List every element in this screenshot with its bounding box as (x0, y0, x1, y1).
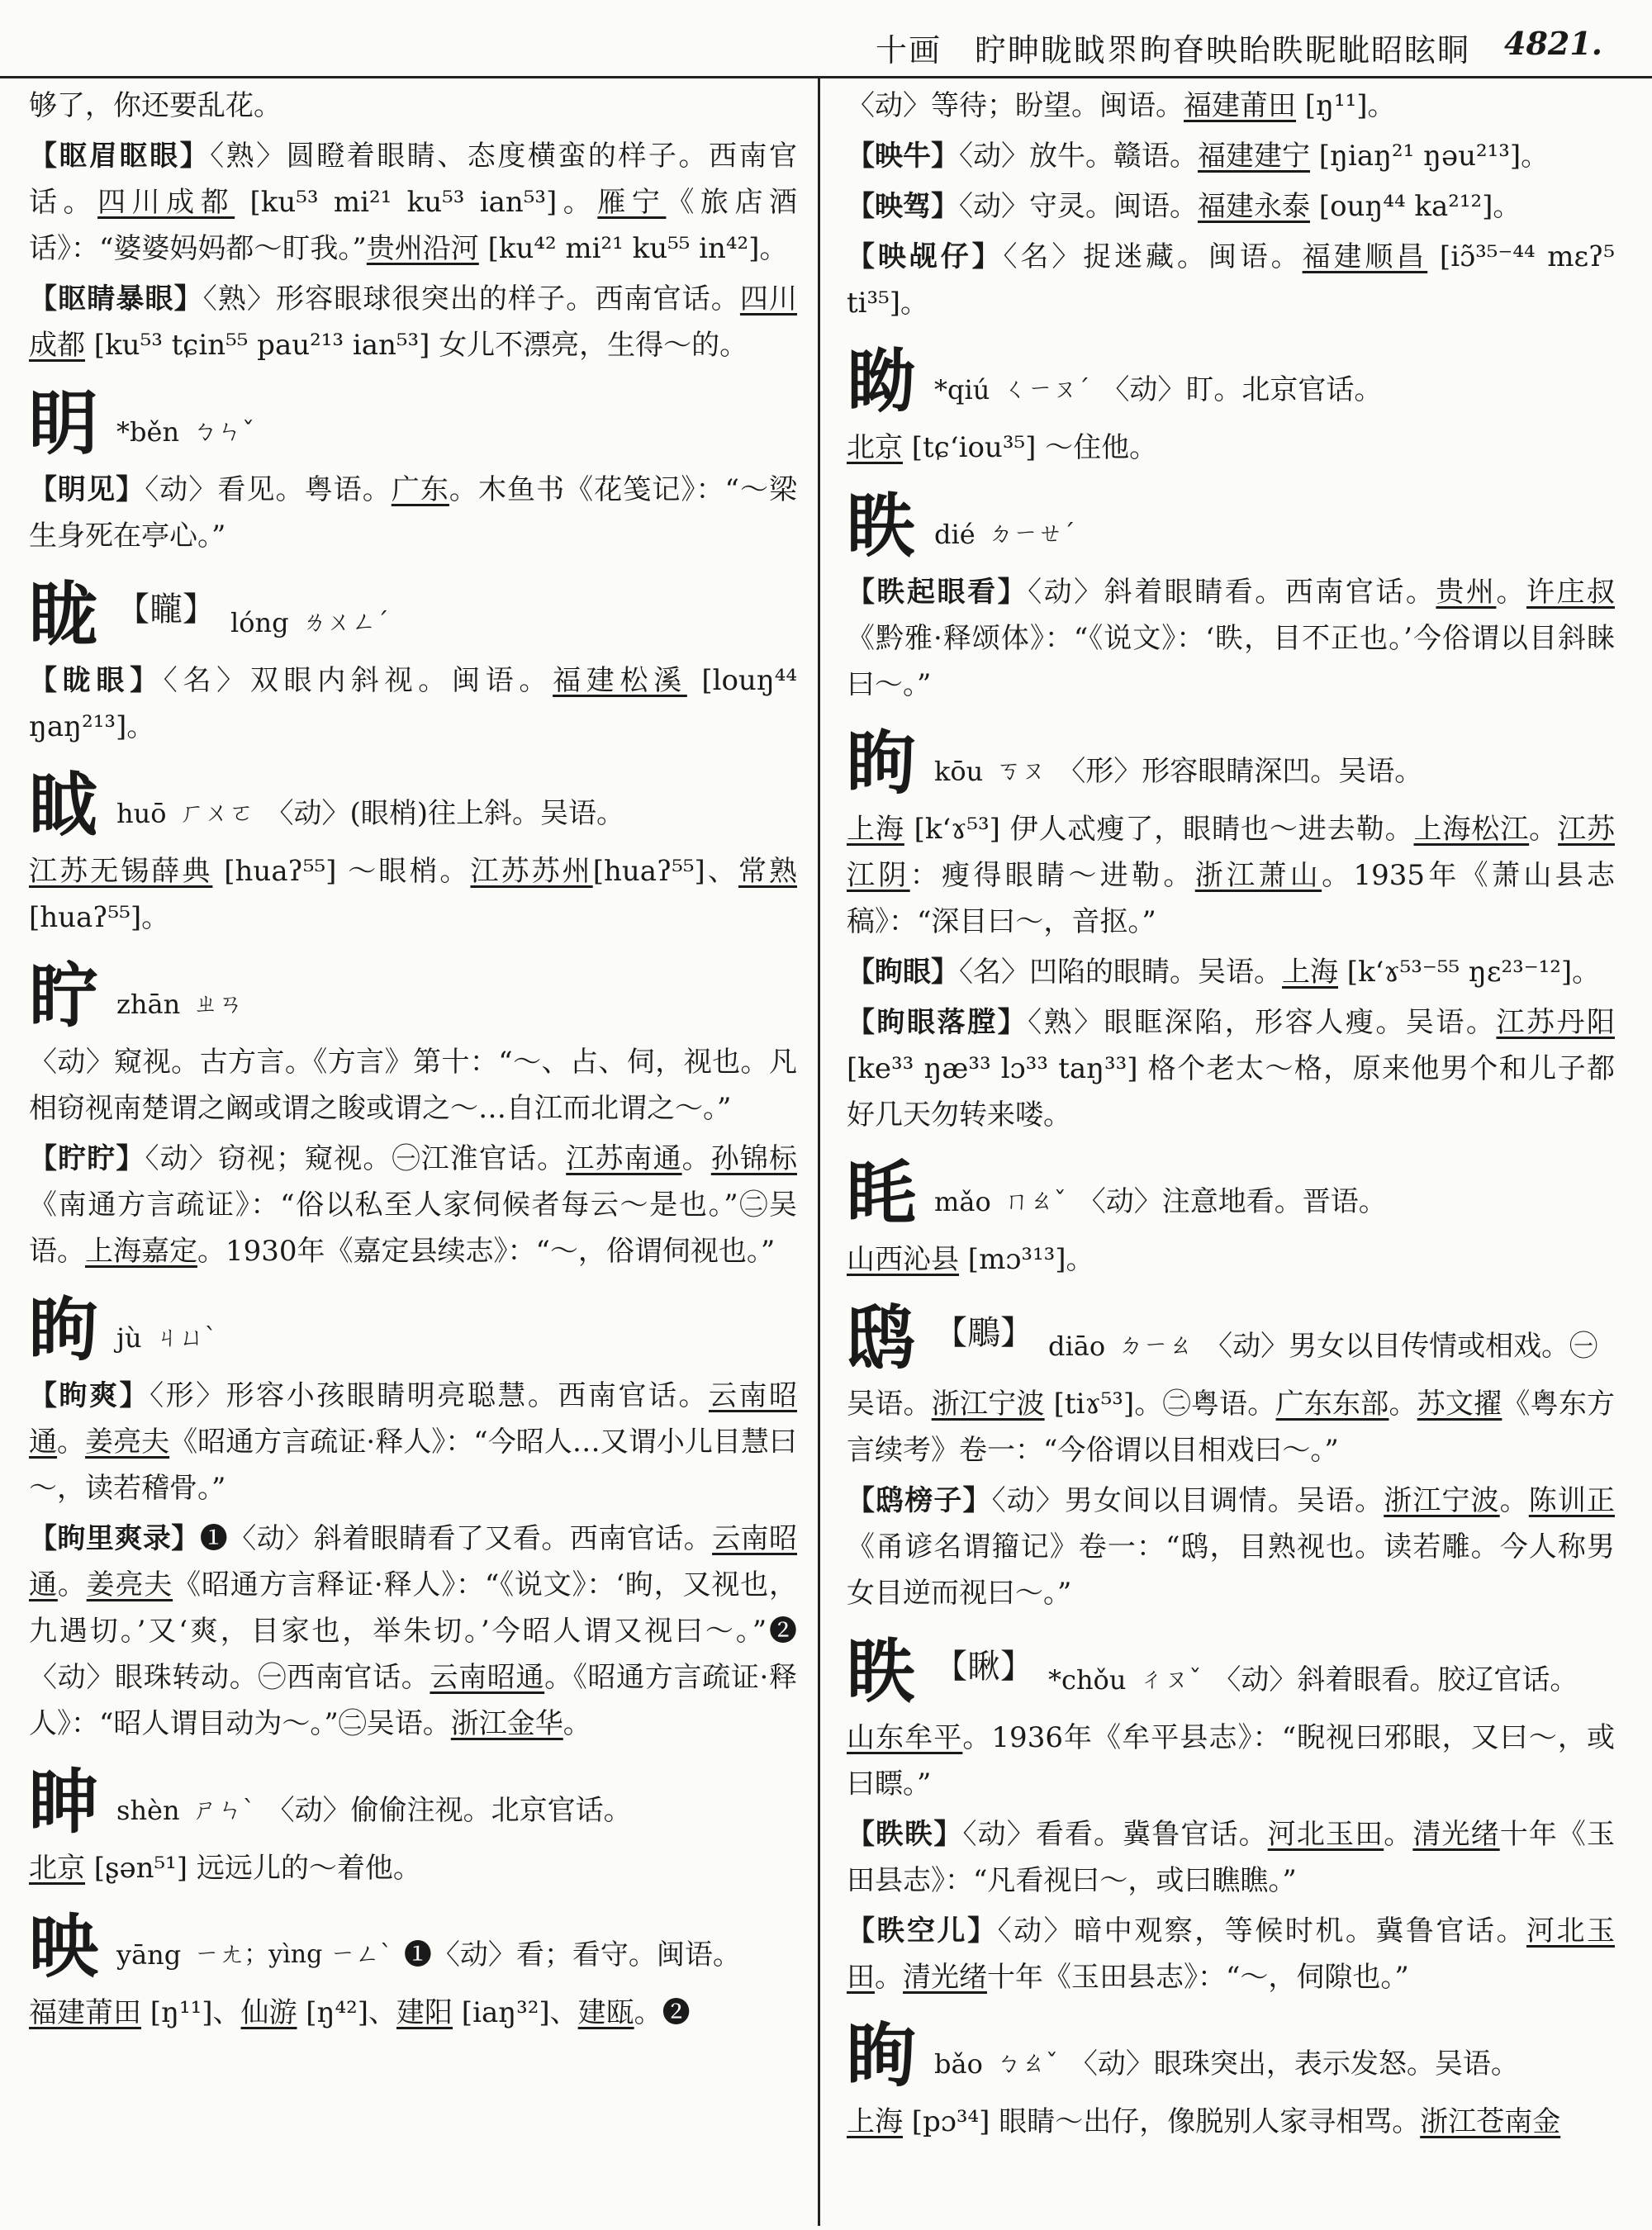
zhuyin: ㄕㄣˋ (192, 1796, 255, 1824)
entry (29, 1373, 797, 1511)
text-run: [iaŋ³²]、 (453, 1996, 578, 2029)
place-name: 常熟 (738, 855, 797, 888)
headword-definition: ❶〈动〉看；看守。闽语。 (403, 1938, 741, 1971)
source-author: 姜亮夫 (86, 1568, 173, 1601)
entry-head: 【映牛】 (847, 140, 959, 173)
headword-definition: 〈形〉形容眼睛深凹。吴语。 (1057, 755, 1423, 788)
punctuation: 。 (57, 1568, 87, 1601)
place-name: 上海松江 (1413, 813, 1530, 846)
place-name: 山西沁县 (847, 1243, 959, 1276)
text-run: [ku⁵³ mi²¹ ku⁵³ ian⁵³]。 (235, 186, 598, 219)
entry (29, 133, 797, 272)
punctuation: 。 (681, 1142, 711, 1175)
zhuyin: ㄔㄡˇ (1139, 1665, 1202, 1694)
place-name: 福建顺昌 (1302, 240, 1428, 273)
text-run: [ŋ¹¹]。 (1296, 89, 1396, 122)
text-run: ❶〈动〉斜着眼睛看了又看。西南官话。 (199, 1522, 713, 1555)
text-run: [ʂən⁵¹] 远远儿的～着他。 (85, 1852, 421, 1885)
pinyin: kōu (934, 756, 984, 787)
text-run: 《粤东方言续考》卷一：“今俗谓以目相戏曰～。” (847, 1388, 1615, 1467)
text-run: [kʻɤ⁵³⁻⁵⁵ ŋɛ²³⁻¹²]。 (1338, 956, 1601, 989)
entry (847, 183, 1615, 230)
headword-char: 眴 (847, 2014, 917, 2096)
entry-head: 【鸱榜子】 (847, 1484, 992, 1517)
text-run: 吴语。 (847, 1388, 932, 1421)
text-run: [tɕʻiou³⁵] ～住他。 (903, 431, 1158, 464)
text-run: [ke³³ ŋæ³³ lɔ³³ taŋ³³] 格个老太～格，原来他男个和儿子都好几天勿转来喽。 (847, 1052, 1615, 1132)
entry (29, 1039, 797, 1132)
pinyin: zhān (116, 989, 181, 1020)
place-name: 福建建宁 (1198, 140, 1310, 173)
text-run: 《旅店酒话》：“婆婆妈妈都～盯我。” (29, 186, 797, 265)
place-name: 福建莆田 (1184, 89, 1296, 122)
source-author: 苏文擢 (1417, 1388, 1502, 1421)
punctuation: 。 (57, 1426, 86, 1459)
text-run: [kʻɤ⁵³] 伊人忒瘦了，眼睛也～进去勒。 (904, 813, 1414, 846)
text-run: 。1935年《萧山县志稿》：“深目曰～，音抠。” (847, 859, 1615, 938)
place-name: 四川成都 (29, 282, 797, 362)
text-run: 〈动〉男女间以目调情。吴语。 (991, 1484, 1384, 1517)
source-author: 雁宁 (597, 186, 667, 219)
punctuation: 。 (875, 1961, 903, 1994)
text-run: 〈动〉窃视；窥视。㊀江淮官话。 (145, 1142, 567, 1175)
headword-char: 眓 (29, 764, 99, 846)
text-run: [louŋ⁴⁴ ŋaŋ²¹³]。 (29, 664, 797, 743)
pinyin: huō (116, 798, 167, 829)
zhuyin: ㄏㄨㄛ (179, 799, 254, 828)
source-author: 陈训正 (1528, 1484, 1615, 1517)
text-run: 〈熟〉眼眶深陷，形容人瘦。吴语。 (1028, 1006, 1497, 1039)
pinyin: diāo (1048, 1331, 1106, 1362)
place-name: 福建松溪 (553, 664, 687, 697)
headword (29, 1896, 797, 1988)
zhuyin: ㄉㄧㄝˊ (988, 520, 1075, 548)
entry-head: 【眝眝】 (29, 1142, 145, 1175)
zhuyin: ㄅㄠˇ (995, 2049, 1058, 2078)
place-name: 福建莆田 (29, 1996, 141, 2029)
place-name: 广东 (391, 473, 449, 506)
continuation-text (29, 83, 797, 129)
entry (847, 1908, 1615, 2000)
zhuyin: ㄎㄡ (996, 757, 1047, 785)
variant-char: 【瞅】 (934, 1648, 1034, 1686)
zhuyin: ㄐㄩˋ (154, 1323, 217, 1352)
entry-head: 【眗爽】 (29, 1379, 150, 1412)
headword-char: 眬 (29, 573, 99, 655)
entry-head: 【眣起眼看】 (847, 576, 1028, 609)
punctuation: 。 (1384, 1818, 1413, 1851)
right-column (847, 83, 1615, 2213)
entry (847, 569, 1615, 708)
headword (847, 2005, 1615, 2097)
place-name: 贵州沿河 (366, 232, 479, 265)
place-name: 福建永泰 (1198, 190, 1310, 223)
headword-definition: 〈动〉偷偷注视。北京官话。 (266, 1794, 632, 1827)
text-run: 〈形〉形容小孩眼睛明亮聪慧。西南官话。 (150, 1379, 709, 1412)
entry-head: 【眗里爽录】 (29, 1522, 200, 1555)
zhuyin: ㄅㄣˇ (192, 417, 255, 446)
place-name: 仙游 (240, 1996, 297, 2029)
place-name: 上海嘉定 (85, 1235, 197, 1268)
entry (29, 1136, 797, 1274)
source-author: 孙锦标 (710, 1142, 797, 1175)
text-run: [ku⁴² mi²¹ ku⁵⁵ in⁴²]。 (478, 232, 788, 265)
place-name: 浙江宁波 (1384, 1484, 1500, 1517)
punctuation: 。 (563, 1707, 591, 1740)
headword-char: 眣 (847, 1630, 917, 1712)
headword-char: 眀 (29, 382, 99, 464)
source-author: 许庄叔 (1526, 576, 1615, 609)
headword-char: 鸱 (847, 1297, 917, 1378)
zhuyin: ㄧㄤ；yìng ㄧㄥˋ (194, 1940, 392, 1969)
place-name: 贵州 (1436, 576, 1497, 609)
headword-definition: 〈动〉斜着眼看。胶辽官话。 (1213, 1663, 1578, 1696)
entry-head: 【映驾】 (847, 190, 959, 223)
punctuation: 。 (1499, 1484, 1529, 1517)
headword-char: 眒 (29, 1761, 99, 1843)
text-run: [ouŋ⁴⁴ ka²¹²]。 (1310, 190, 1521, 223)
place-name: 云南昭通 (430, 1661, 545, 1694)
text-run: 〈动〉暗中观察，等候时机。冀鲁官话。 (997, 1914, 1526, 1948)
pinyin: dié (934, 519, 976, 550)
headword (847, 712, 1615, 804)
place-name: 浙江宁波 (931, 1388, 1045, 1421)
headword (29, 563, 797, 656)
entry (847, 2099, 1615, 2145)
entry (29, 848, 797, 941)
text-run: 十年《玉田县志》：“～，伺隙也。” (987, 1961, 1409, 1994)
text-run: 《昭通方言释证·释人》：“《说文》：‘眗，又视也，九遇切。’又‘爽，目家也，举朱切。’今昭人谓又视曰～。”❷〈动〉眼珠转动。㊀西南官话。 (29, 1568, 797, 1694)
place-name: 上海 (847, 2105, 903, 2138)
entry-head: 【眍睛暴眼】 (29, 282, 203, 316)
zhuyin: ㄉㄧㄠ (1118, 1331, 1194, 1360)
place-name: 江苏无锡薛典 (29, 855, 213, 888)
place-name: 北京 (29, 1852, 85, 1885)
text-run: [huaʔ⁵⁵]。 (29, 901, 170, 934)
headword (847, 1287, 1615, 1379)
pinyin: *chǒu (1048, 1664, 1127, 1696)
source-author: 姜亮夫 (85, 1426, 170, 1459)
headword-char: 眗 (29, 1288, 99, 1370)
entry-head: 【眗眼】 (847, 956, 959, 989)
headword (847, 330, 1615, 423)
source-author: 清光绪 (1412, 1818, 1500, 1851)
zhuyin: ㄓㄢ (193, 989, 244, 1018)
text-run: ：瘦得眼睛～进勒。 (909, 859, 1195, 892)
pinyin: shèn (116, 1795, 180, 1826)
text-run: [ŋiaŋ²¹ ŋəu²¹³]。 (1310, 140, 1550, 173)
pinyin: *běn (116, 416, 180, 448)
punctuation: 。 (1389, 1388, 1417, 1421)
text-run: 〈熟〉形容眼球很突出的样子。西南官话。 (202, 282, 740, 316)
place-name: 四川成都 (97, 186, 235, 219)
text-run: 《甬谚名谓籀记》卷一：“鸱，目熟视也。读若雕。今人称男女目逆而视曰～。” (847, 1530, 1615, 1610)
source-author: 清光绪 (903, 1961, 987, 1994)
text-run: 〈动〉看看。冀鲁官话。 (962, 1818, 1268, 1851)
place-name: 江苏南通 (566, 1142, 682, 1175)
text-run: 。 (1529, 813, 1559, 846)
text-run: 〈名〉凹陷的眼睛。吴语。 (959, 956, 1282, 989)
entry (29, 657, 797, 750)
zhuyin: ㄑㄧㄡˊ (1003, 375, 1090, 404)
headword-char: 眑 (847, 340, 917, 422)
text-run: 《黔雅·释颂体》：“《说文》：‘眣，目不正也。’今俗谓以目斜睐曰～。” (847, 622, 1615, 701)
entry (847, 133, 1615, 179)
entry (847, 1381, 1615, 1473)
pinyin: *qiú (934, 374, 990, 406)
headword-char: 映 (29, 1905, 99, 1987)
place-name: 河北玉田 (847, 1914, 1615, 1994)
text-run: 〈动〉斜着眼睛看。西南官话。 (1028, 576, 1436, 609)
left-column (29, 83, 797, 2213)
entry (847, 1811, 1615, 1904)
text-run: 〈名〉双眼内斜视。闽语。 (163, 664, 553, 697)
text-run: 〈动〉放牛。赣语。 (959, 140, 1198, 173)
text-run: 够了，你还要乱花。 (29, 89, 282, 122)
punctuation: 。 (1496, 576, 1526, 609)
text-run: [iɔ̃³⁵⁻⁴⁴ mɛʔ⁵ ti³⁵]。 (847, 240, 1615, 320)
place-name: 江苏江阴 (847, 813, 1615, 892)
headword-char: 眗 (847, 722, 917, 804)
headword-definition: 〈动〉男女以目传情或相戏。㊀ (1204, 1330, 1598, 1363)
headword-definition: 〈动〉注意地看。晋语。 (1077, 1185, 1387, 1218)
text-run: [huaʔ⁵⁵] ～眼梢。 (212, 855, 471, 888)
entry (847, 999, 1615, 1138)
text-run: 〈动〉守灵。闽语。 (959, 190, 1198, 223)
variant-char: 【鵰】 (934, 1314, 1034, 1352)
place-name: 北京 (847, 431, 903, 464)
text-run: 。1936年《牟平县志》：“睨视曰邪眼，又曰～，或曰瞟。” (847, 1721, 1615, 1801)
entry-head: 【眗眼落膛】 (847, 1006, 1028, 1039)
entry-head: 【眣空儿】 (847, 1914, 998, 1948)
text-run: [huaʔ⁵⁵]、 (592, 855, 738, 888)
place-name: 建阳 (396, 1996, 453, 2029)
place-name: 山东牟平 (847, 1721, 963, 1754)
entry (29, 467, 797, 559)
text-run: [mɔ³¹³]。 (959, 1243, 1094, 1276)
text-run: 。木鱼书《花笺记》：“～梁生身死在亭心。” (29, 473, 797, 553)
pinyin: yāng (116, 1939, 182, 1971)
headword (29, 372, 797, 465)
entry (847, 234, 1615, 326)
pinyin: lóng (230, 607, 289, 638)
place-name: 浙江金华 (450, 1707, 563, 1740)
entry (29, 276, 797, 368)
text-run: 《南通方言疏证》：“俗以私至人家伺候者每云～是也。”㊁吴语。 (29, 1189, 797, 1268)
entry (847, 949, 1615, 995)
entry-head: 【眀见】 (29, 473, 145, 506)
zhuyin: ㄇㄠˇ (1004, 1187, 1066, 1216)
headword-definition: 〈动〉眼珠突出，表示发怒。吴语。 (1069, 2047, 1519, 2081)
entry-head: 【映觇仔】 (847, 240, 1004, 273)
pinyin: bǎo (934, 2048, 983, 2080)
place-name: 云南昭通 (29, 1522, 797, 1601)
text-run: 〈熟〉圆瞪着眼睛、态度横蛮的样子。西南官话。 (29, 140, 797, 219)
entry-head: 【眬眼】 (29, 664, 164, 697)
headword-char: 眣 (847, 485, 917, 567)
entry (847, 1236, 1615, 1283)
headword (29, 1751, 797, 1843)
entry (847, 1478, 1615, 1616)
headword-char: 眊 (847, 1152, 917, 1234)
place-name: 浙江苍南金 (1420, 2105, 1561, 2138)
place-name: 上海 (847, 813, 904, 846)
text-run: [ŋ⁴²]、 (297, 1996, 396, 2029)
place-name: 河北玉田 (1267, 1818, 1384, 1851)
text-run: 《昭通方言疏证·释人》：“今昭人…又谓小儿目慧曰～，读若稽骨。” (29, 1426, 797, 1505)
headword-char: 眝 (29, 955, 99, 1037)
headword-definition: 〈动〉(眼梢)往上斜。吴语。 (265, 797, 625, 830)
headword-definition: 〈动〉盯。北京官话。 (1101, 373, 1383, 406)
pinyin: mǎo (934, 1186, 991, 1217)
headword (847, 475, 1615, 567)
variant-char: 【矓】 (116, 591, 216, 629)
page-header (0, 0, 1652, 78)
text-run: 十年《玉田县志》：“凡看视曰～，或曰瞧瞧。” (847, 1818, 1615, 1897)
headword (29, 1279, 797, 1371)
page-number: 4821. (1504, 25, 1602, 62)
headword (29, 945, 797, 1037)
headword (29, 754, 797, 847)
text-run: 〈动〉窥视。古方言。《方言》第十：“～、占、伺，视也。凡相窃视南楚谓之阚或谓之睃或谓之～…自江而北谓之～。” (29, 1046, 797, 1125)
place-name: 建瓯 (577, 1996, 634, 2029)
text-run: 。1930年《嘉定县续志》：“～，俗谓伺视也。” (197, 1235, 776, 1268)
entry (29, 1845, 797, 1891)
pinyin: jù (116, 1322, 142, 1354)
entry-head: 【眣眣】 (847, 1818, 963, 1851)
running-head: 十画 眝眒眬眓眔眗眘映眙眣眤眦眧眩眮 (875, 32, 1470, 69)
place-name: 浙江萧山 (1194, 859, 1322, 892)
place-name: 广东东部 (1275, 1388, 1389, 1421)
place-name: 上海 (1282, 956, 1338, 989)
headword (847, 1142, 1615, 1235)
text-run: 〈名〉捉迷藏。闽语。 (1003, 240, 1303, 273)
entry (29, 1990, 797, 2036)
entry-head: 【眍眉眍眼】 (29, 140, 211, 173)
text-run: 。❷ (634, 1996, 691, 2029)
text-run: 。《昭通方言疏证·释人》：“昭人谓目动为～。”㊁吴语。 (29, 1661, 797, 1740)
text-run: [tiɤ⁵³]。㊁粤语。 (1044, 1388, 1276, 1421)
text-run: [ku⁵³ tɕin⁵⁵ pau²¹³ ian⁵³] 女儿不漂亮，生得～的。 (85, 329, 748, 362)
continuation-text (847, 83, 1615, 129)
text-run: 〈动〉看见。粤语。 (145, 473, 392, 506)
zhuyin: ㄌㄨㄥˊ (301, 608, 389, 637)
headword (847, 1620, 1615, 1713)
entry (847, 425, 1615, 471)
entry (847, 806, 1615, 945)
entry (29, 1516, 797, 1747)
text-run: [pɔ³⁴] 眼睛～出仔，像脱别人家寻相骂。 (903, 2105, 1421, 2138)
column-divider (818, 78, 820, 2226)
entry (847, 1715, 1615, 1807)
place-name: 云南昭通 (29, 1379, 797, 1459)
place-name: 江苏丹阳 (1496, 1006, 1615, 1039)
text-run: 〈动〉等待；盼望。闽语。 (847, 89, 1184, 122)
place-name: 江苏苏州 (470, 855, 593, 888)
text-run: [ŋ¹¹]、 (141, 1996, 241, 2029)
